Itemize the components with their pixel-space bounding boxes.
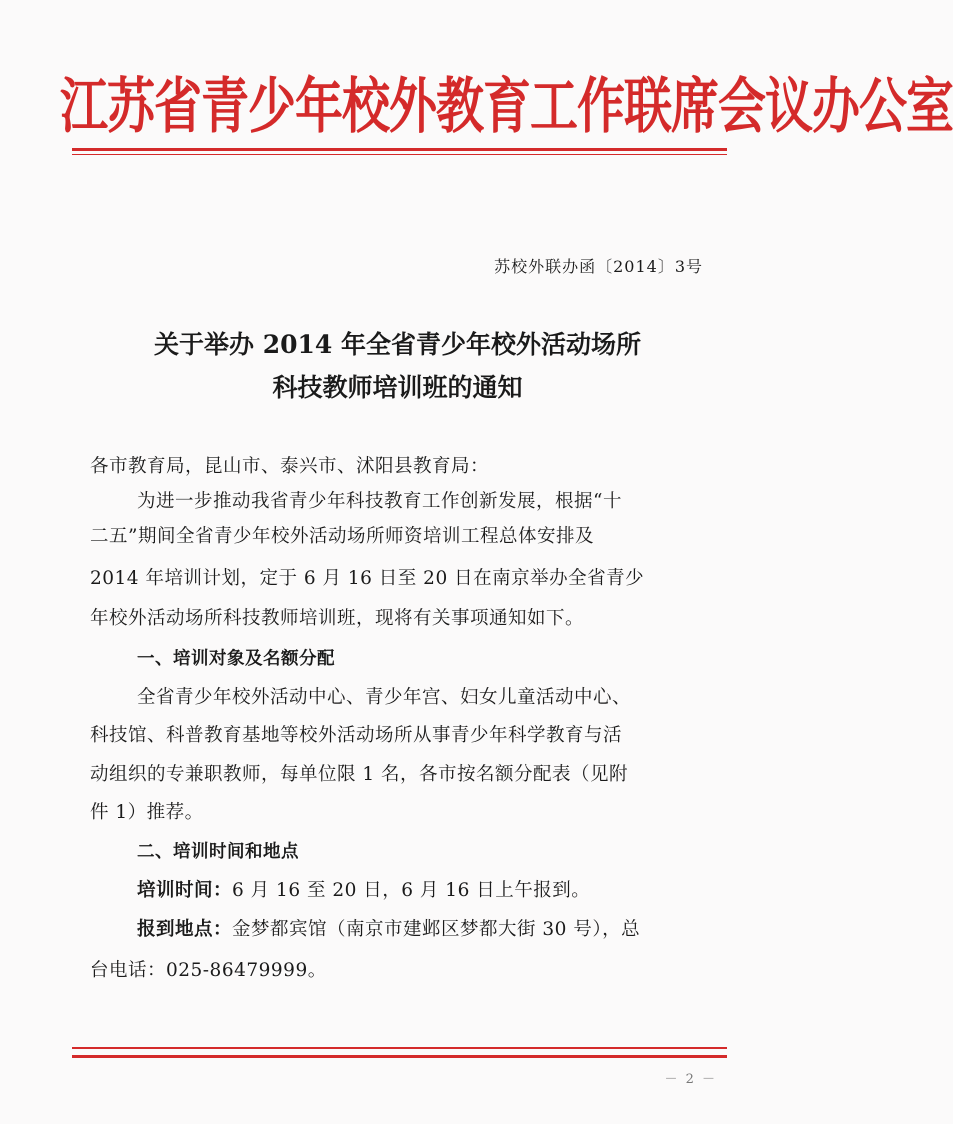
report-location-value: 金梦都宾馆（南京市建邺区梦都大街 30 号），总	[232, 919, 641, 940]
notice-title-line-1: 关于举办 2014 年全省青少年校外活动场所	[154, 330, 641, 359]
letterhead-rule-thick	[72, 148, 727, 151]
addressee: 各市教育局，昆山市、泰兴市、沭阳县教育局：	[90, 456, 490, 477]
report-location-label: 报到地点：	[137, 919, 233, 940]
letterhead-title: 江苏省青少年校外教育工作联席会议办公室	[60, 72, 953, 142]
letterhead-rule-thin	[72, 154, 727, 155]
front-desk-phone: 台电话：025-86479999。	[90, 960, 327, 981]
training-time	[137, 876, 590, 902]
footer-rule-1	[72, 1047, 727, 1049]
section-1-line-1: 全省青少年校外活动中心、青少年宫、妇女儿童活动中心、	[137, 687, 632, 708]
intro-line-4: 年校外活动场所科技教师培训班，现将有关事项通知如下。	[90, 608, 585, 629]
report-location	[137, 915, 640, 941]
training-time-value: 6 月 16 至 20 日，6 月 16 日上午报到。	[232, 880, 591, 901]
training-time-label: 培训时间：	[137, 880, 233, 901]
letterhead	[60, 62, 953, 152]
page-number: － 2 －	[664, 1072, 717, 1087]
document-number: 苏校外联办函〔2014〕3号	[494, 257, 703, 276]
intro-line-1: 为进一步推动我省青少年科技教育工作创新发展，根据“十	[137, 491, 622, 512]
footer-rule-2	[72, 1055, 727, 1058]
intro-line-3: 2014 年培训计划，定于 6 月 16 日至 20 日在南京举办全省青少	[90, 568, 645, 589]
intro-line-2: 二五”期间全省青少年校外活动场所师资培训工程总体安排及	[90, 526, 594, 547]
section-2-heading: 二、培训时间和地点	[137, 842, 299, 862]
section-1-line-4: 件 1）推荐。	[90, 802, 204, 823]
notice-title-line-2: 科技教师培训班的通知	[272, 373, 523, 402]
section-1-heading: 一、培训对象及名额分配	[137, 649, 335, 669]
section-1-line-2: 科技馆、科普教育基地等校外活动场所从事青少年科学教育与活	[90, 725, 623, 746]
section-1-line-3: 动组织的专兼职教师，每单位限 1 名，各市按名额分配表（见附	[90, 764, 629, 785]
